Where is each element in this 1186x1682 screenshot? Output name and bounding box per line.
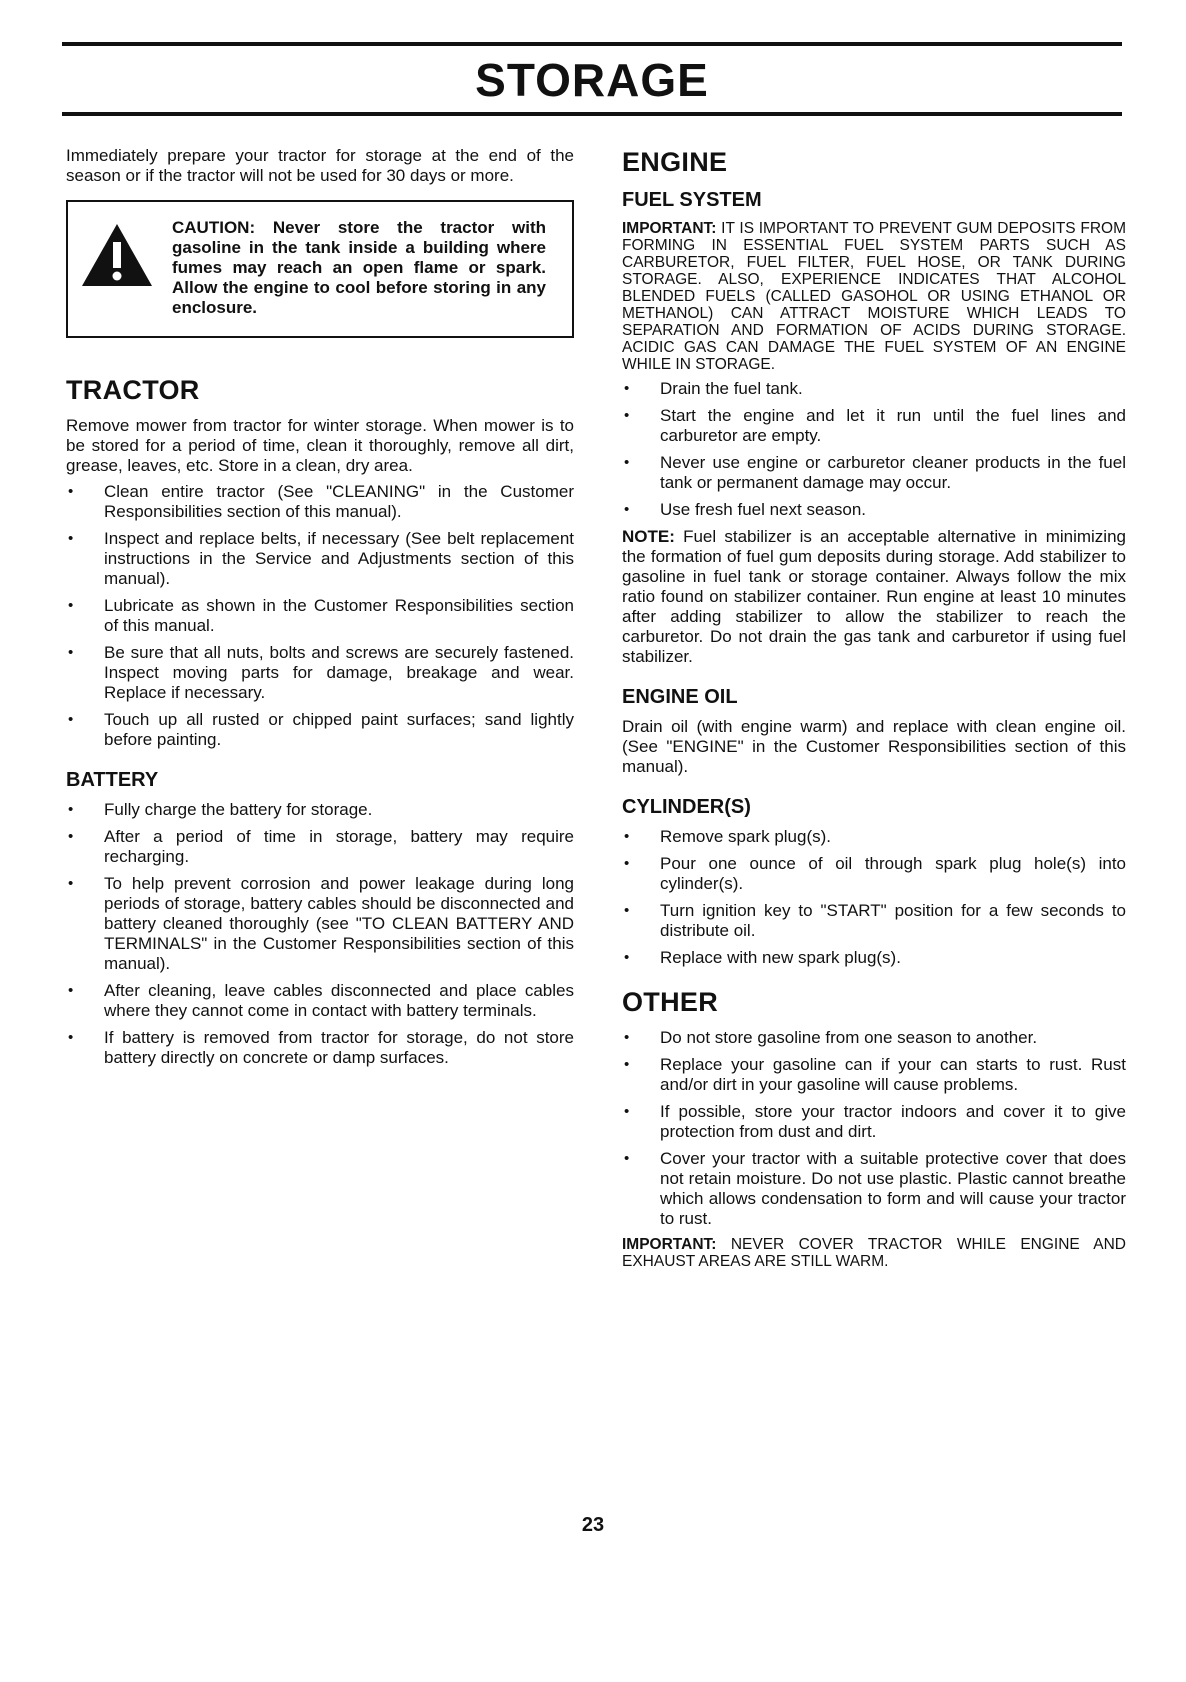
right-column [622,146,1126,1288]
list-item: • Inspect and replace belts, if necessary (See belt replacement instructions in the Service and Adjustments section of this manual). [66,529,574,589]
left-column [66,146,574,1086]
cylinders-list [622,827,1126,968]
list-item: • Remove spark plug(s). [622,827,1126,847]
cylinders-section [622,795,1126,968]
list-item: • Turn ignition key to "START" position for a few seconds to distribute oil. [622,901,1126,941]
title-bottom-rule [62,112,1122,116]
list-item: • Replace with new spark plug(s). [622,948,1126,968]
list-item: • After cleaning, leave cables disconnected and place cables where they cannot come in contact with battery terminals. [66,981,574,1021]
intro-paragraph: Immediately prepare your tractor for storage at the end of the season or if the tractor will not be used for 30 days or more. [66,146,574,185]
battery-heading: BATTERY [66,769,159,791]
list-item: • Drain the fuel tank. [622,379,1126,399]
list-item: • To help prevent corrosion and power leakage during long periods of storage, battery cables should be disconnected and battery cleaned thoroughly (see "TO CLEAN BATTERY AND TERMINALS" in the Customer Responsibilities section of this manual). [66,874,574,974]
fuel-important-paragraph [622,220,1126,373]
fuel-system-list [622,379,1126,520]
list-item: • Replace your gasoline can if your can starts to rust. Rust and/or dirt in your gasoline will cause problems. [622,1055,1126,1095]
other-list [622,1028,1126,1229]
note-label: NOTE: [622,527,675,546]
battery-section [66,768,574,1068]
list-item: • If battery is removed from tractor for storage, do not store battery directly on concrete or damp surfaces. [66,1028,574,1068]
tractor-heading: TRACTOR [66,375,200,405]
list-item: • Cover your tractor with a suitable protective cover that does not retain moisture. Do not use plastic. Plastic cannot breathe which allows condensation to form and will cause your tractor to rust. [622,1149,1126,1229]
list-item: • Fully charge the battery for storage. [66,800,574,820]
battery-list [66,800,574,1068]
list-item: • Start the engine and let it run until the fuel lines and carburetor are empty. [622,406,1126,446]
list-item: • Use fresh fuel next season. [622,500,1126,520]
list-item: • If possible, store your tractor indoors and cover it to give protection from dust and dirt. [622,1102,1126,1142]
list-item: • Clean entire tractor (See "CLEANING" in the Customer Responsibilities section of this manual). [66,482,574,522]
page-title: STORAGE [475,54,709,106]
other-important-paragraph [622,1236,1126,1270]
caution-box [66,200,574,338]
engine-oil-heading: ENGINE OIL [622,686,738,708]
important-label: IMPORTANT: [622,1236,717,1253]
engine-heading: ENGINE [622,147,728,177]
tractor-list [66,482,574,750]
important-label: IMPORTANT: [622,220,717,237]
engine-oil-body: Drain oil (with engine warm) and replace with clean engine oil. (See "ENGINE" in the Customer Responsibilities section of this manual). [622,717,1126,776]
fuel-system-section [622,188,1126,667]
engine-oil-section [622,685,1126,777]
note-text: Fuel stabilizer is an acceptable alternative in minimizing the formation of fuel gum deposits during storage. Add stabilizer to gasoline in fuel tank or storage container. Always follow the mix ratio found on stabilizer container. Run engine at least 10 minutes after adding stabilizer to allow the stabilizer to reach the carburetor. Do not drain the gas tank and carburetor if using fuel stabilizer. [622,527,1126,666]
cylinders-heading: CYLINDER(S) [622,796,751,818]
list-item: • After a period of time in storage, battery may require recharging. [66,827,574,867]
other-section [622,986,1126,1270]
important-text: IT IS IMPORTANT TO PREVENT GUM DEPOSITS FROM FORMING IN ESSENTIAL FUEL SYSTEM PARTS SUCH AS CARBURETOR, FUEL FILTER, FUEL HOSE, OR TANK DURING STORAGE. ALSO, EXPERIENCE INDICATES THAT ALCOHOL BLENDED FUELS (CALLED GASOHOL OR USING ETHANOL OR METHANOL) CAN ATTRACT MOISTURE WHICH LEADS TO SEPARATION AND FORMATION OF ACIDS DURING STORAGE. ACIDIC GAS CAN DAMAGE THE FUEL SYSTEM OF AN ENGINE WHILE IN STORAGE. [622,220,1126,373]
caution-text: CAUTION: Never store the tractor with gasoline in the tank inside a building where fumes may reach an open flame or spark. Allow the engine to cool before storing in any enclosure. [172,218,546,317]
fuel-note-paragraph [622,527,1126,667]
list-item: • Pour one ounce of oil through spark plug hole(s) into cylinder(s). [622,854,1126,894]
page-number: 23 [581,1514,605,1536]
list-item: • Touch up all rusted or chipped paint surfaces; sand lightly before painting. [66,710,574,750]
fuel-system-heading: FUEL SYSTEM [622,189,762,211]
other-heading: OTHER [622,987,718,1017]
list-item: • Be sure that all nuts, bolts and screws are securely fastened. Inspect moving parts for damage, breakage and wear. Replace if necessary. [66,643,574,703]
list-item: • Never use engine or carburetor cleaner products in the fuel tank or permanent damage may occur. [622,453,1126,493]
tractor-body: Remove mower from tractor for winter storage. When mower is to be stored for a period of time, clean it thoroughly, remove all dirt, grease, leaves, etc. Store in a clean, dry area. [66,416,574,475]
tractor-section [66,374,574,750]
important-text: NEVER COVER TRACTOR WHILE ENGINE AND EXHAUST AREAS ARE STILL WARM. [622,1236,1126,1270]
warning-icon [80,222,154,288]
list-item: • Do not store gasoline from one season to another. [622,1028,1126,1048]
list-item: • Lubricate as shown in the Customer Responsibilities section of this manual. [66,596,574,636]
top-rule [62,42,1122,46]
